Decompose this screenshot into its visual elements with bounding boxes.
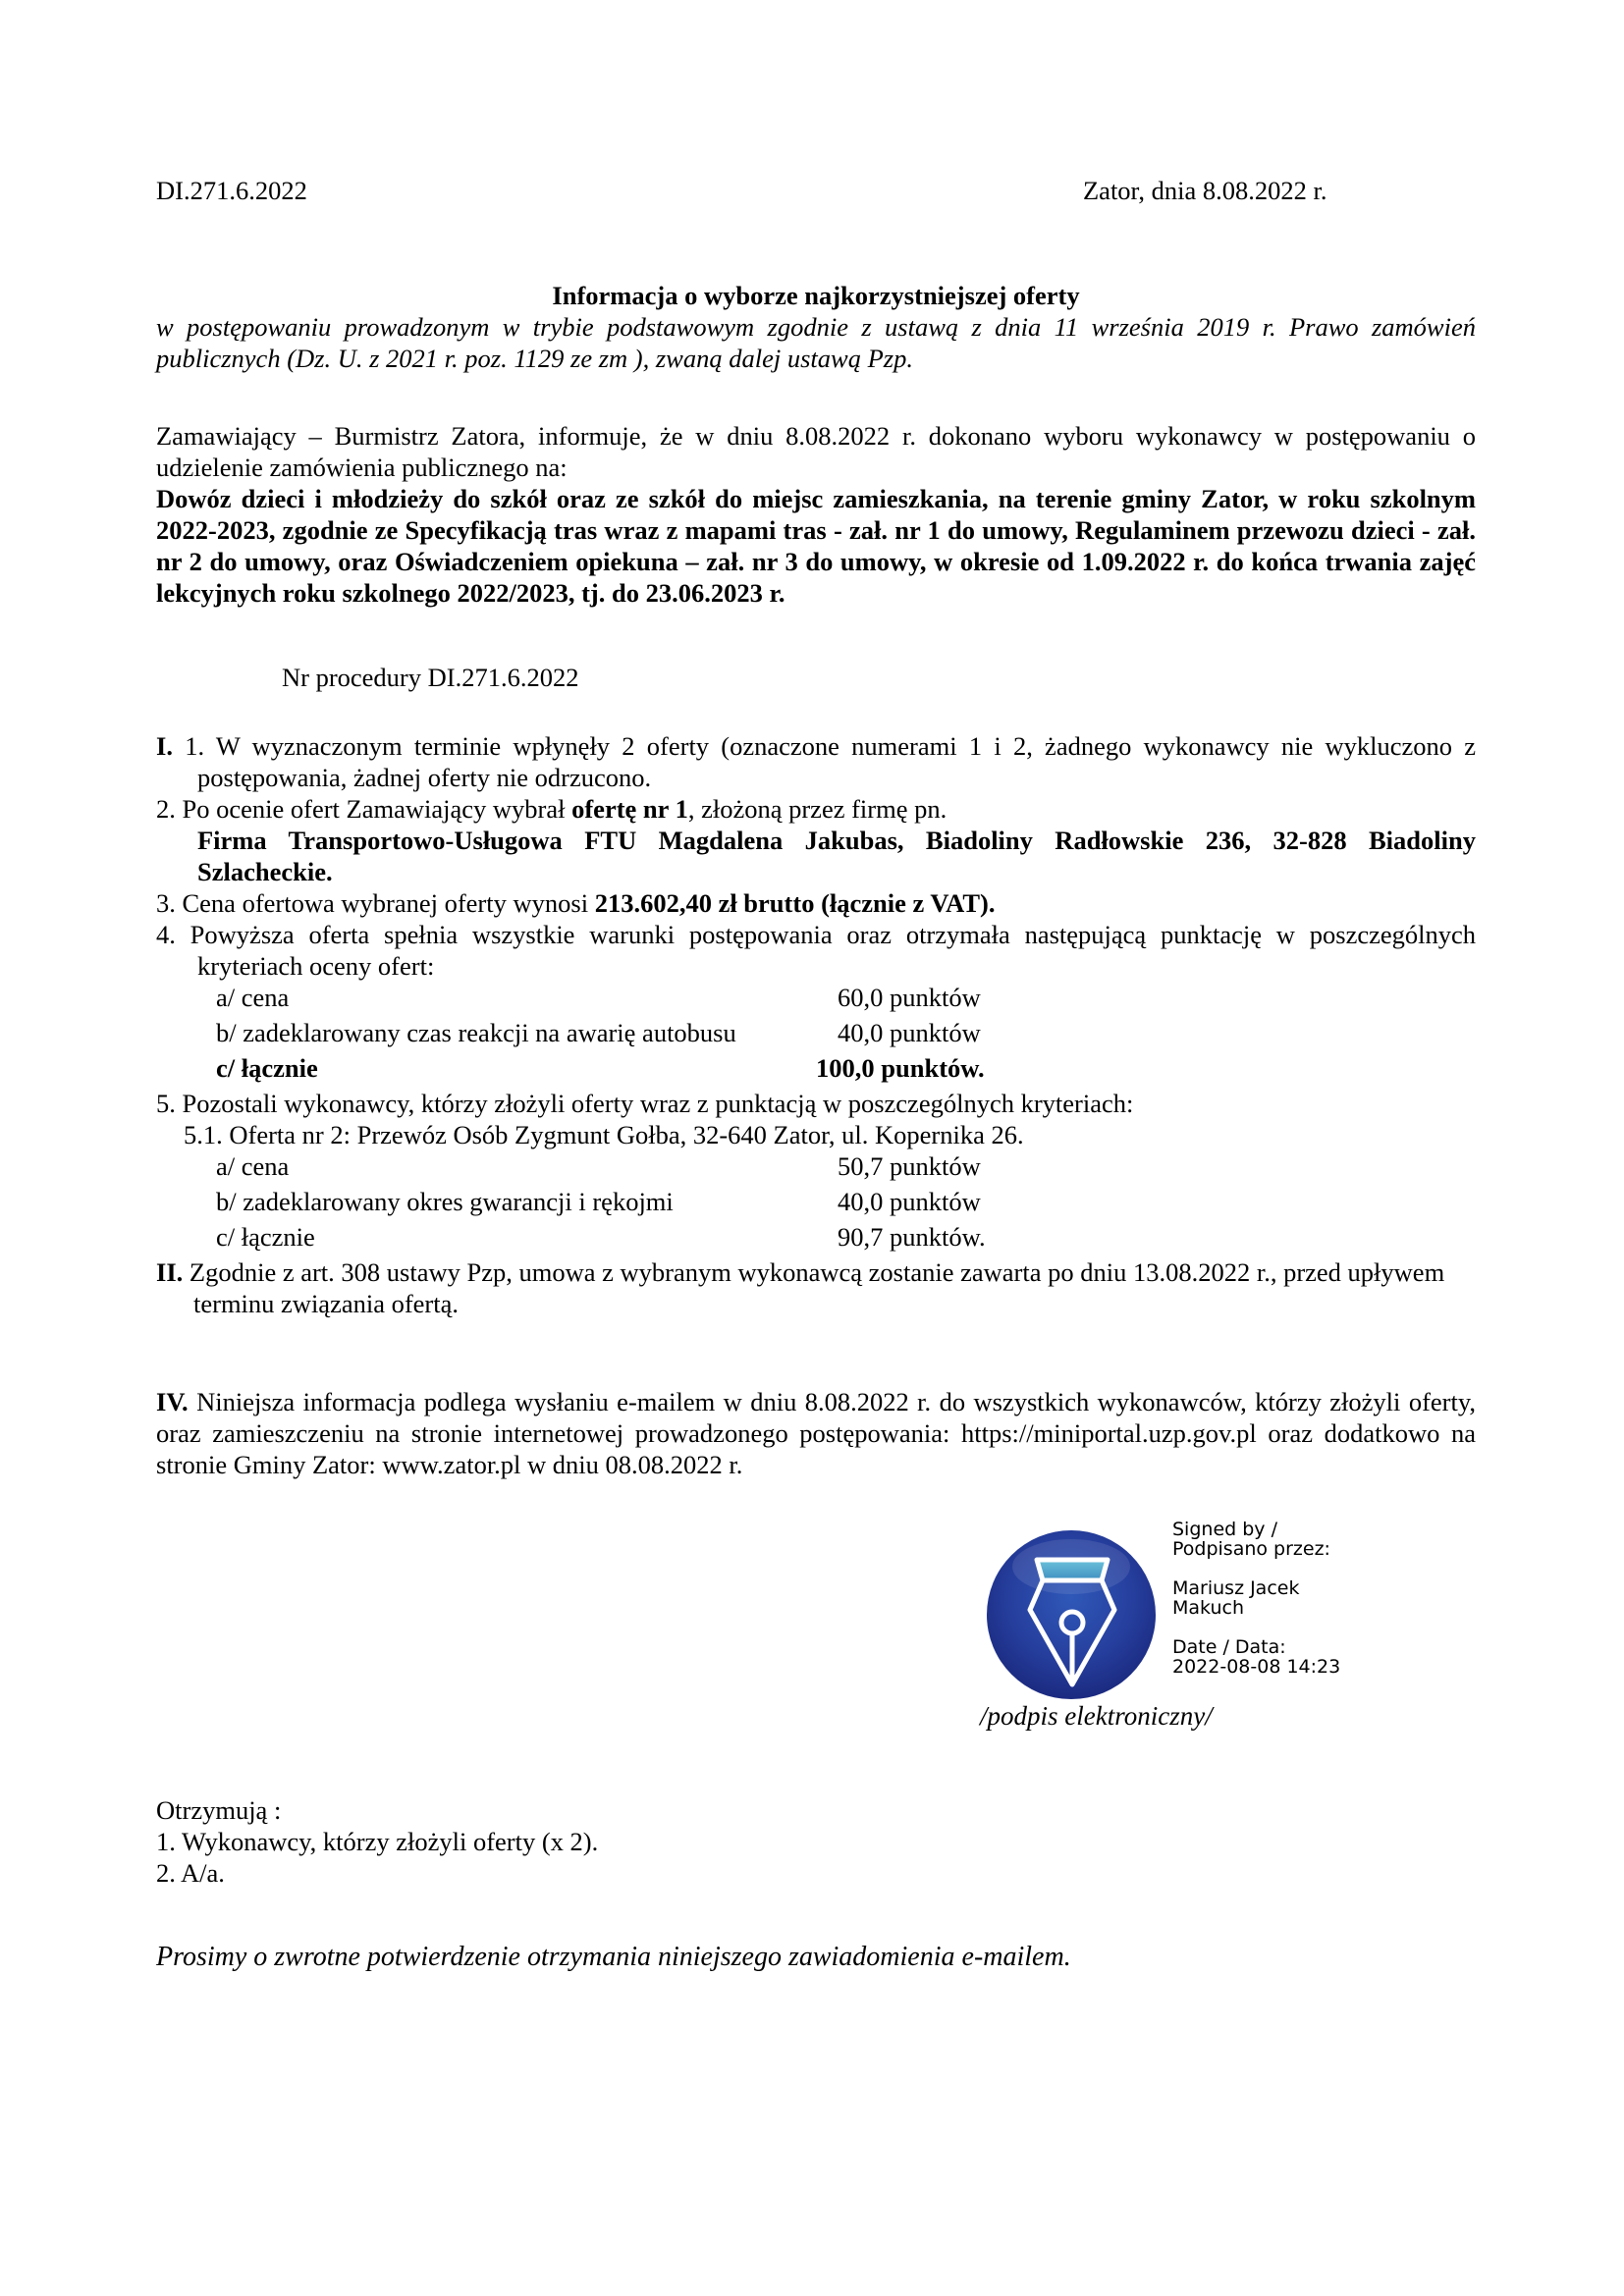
score-label: b/ zadeklarowany czas reakcji na awarię autobusu [216,1018,736,1047]
date-label: Date / Data: [1172,1636,1286,1658]
intro-paragraph: Zamawiający – Burmistrz Zatora, informuje, że w dniu 8.08.2022 r. dokonano wyboru wykonawcy w postępowaniu o udzielenie zamówienia publicznego na: [156,421,1476,482]
signed-by-label: Signed by / [1172,1519,1277,1540]
signature-details [1172,1520,1340,1677]
section-ii-marker: II. [156,1257,184,1287]
item-2-suffix: , złożoną przez firmę pn. [687,794,947,824]
winner-scores [156,982,1476,1088]
score-row [156,1186,1476,1221]
section-i [156,730,1476,1319]
score-value: 50,7 punktów [838,1151,981,1181]
procedure-number: Nr procedury DI.271.6.2022 [282,663,579,692]
other-offer-scores [156,1150,1476,1256]
score-value: 40,0 punktów [838,1187,981,1216]
electronic-signature [980,1520,1412,1745]
score-label: a/ cena [216,983,290,1012]
offer-price: 213.602,40 zł brutto (łącznie z VAT). [594,888,996,918]
score-value: 60,0 punktów [838,983,981,1012]
section-i-item-3 [156,887,1476,919]
winning-contractor: Firma Transportowo-Usługowa FTU Magdalena Jakubas, Biadoliny Radłowskie 236, 32-828 Biadoliny Szlacheckie. [197,826,1476,886]
fountain-pen-nib-icon [980,1527,1163,1702]
signature-date: 2022-08-08 14:23 [1172,1656,1341,1678]
score-label: c/ łącznie [216,1053,318,1083]
score-value: 90,7 punktów. [838,1222,986,1252]
selected-offer-label: ofertę nr 1 [571,794,688,824]
closing-note: Prosimy o zwrotne potwierdzenie otrzymania niniejszego zawiadomienia e-mailem. [156,1942,1071,1972]
item-1-text: 1. W wyznaczonym terminie wpłynęły 2 oferty (oznaczone numerami 1 i 2, żadnego wykonawcy nie wykluczono z postępowania, żadnej oferty nie odrzucono. [185,731,1477,792]
score-row [156,982,1476,1017]
section-ii [156,1256,1476,1319]
section-iv-marker: IV. [156,1387,189,1416]
item-3-prefix: 3. Cena ofertowa wybranej oferty wynosi [156,888,595,918]
reference-number: DI.271.6.2022 [156,176,307,205]
signer-surname: Makuch [1172,1597,1244,1619]
score-row [156,1221,1476,1256]
section-i-item-4: 4. Powyższa oferta spełnia wszystkie warunki postępowania oraz otrzymała następującą punktację w poszczególnych kryteriach oceny ofert: [156,920,1476,981]
score-value: 100,0 punktów. [816,1053,985,1083]
section-iv [156,1386,1476,1480]
signature-caption: /podpis elektroniczny/ [980,1701,1213,1731]
section-i-item-5-1: 5.1. Oferta nr 2: Przewóz Osób Zygmunt Gołba, 32-640 Zator, ul. Kopernika 26. [184,1120,1024,1149]
section-i-item-5: 5. Pozostali wykonawcy, którzy złożyli oferty wraz z punktacją w poszczególnych kryteriach: [156,1089,1134,1118]
recipient-item: 2. A/a. [156,1858,225,1888]
item-2-prefix: 2. Po ocenie ofert Zamawiający wybrał [156,794,572,824]
recipients-heading: Otrzymują : [156,1795,282,1825]
document-title: Informacja o wyborze najkorzystniejszej oferty [552,281,1080,310]
section-i-item-1 [156,730,1476,793]
section-i-marker: I. [156,731,173,761]
score-label: c/ łącznie [216,1222,315,1252]
recipient-item: 1. Wykonawcy, którzy złożyli oferty (x 2). [156,1827,599,1856]
score-label: a/ cena [216,1151,290,1181]
score-row [156,1150,1476,1186]
section-iv-text: Niniejsza informacja podlega wysłaniu e-mailem w dniu 8.08.2022 r. do wszystkich wykonawców, którzy złożyli oferty, oraz zamieszczeniu na stronie internetowej prowadzonego postępowania: https://miniportal.uzp.gov.pl oraz dodatkowo na stronie Gminy Zator: www.zator.pl w dniu 08.08.2022 r. [156,1387,1476,1479]
score-value: 40,0 punktów [838,1018,981,1047]
section-i-item-2 [156,793,1476,825]
signed-by-label-pl: Podpisano przez: [1172,1538,1330,1560]
score-row-total [156,1052,1476,1088]
document-subtitle: w postępowaniu prowadzonym w trybie podstawowym zgodnie z ustawą z dnia 11 września 2019 r. Prawo zamówień publicznych (Dz. U. z 2021 r. poz. 1129 ze zm ), zwaną dalej ustawą Pzp. [156,312,1476,373]
section-ii-text: Zgodnie z art. 308 ustawy Pzp, umowa z wybranym wykonawcą zostanie zawarta po dniu 13.08.2022 r., przed upływem terminu związania ofertą. [183,1257,1445,1318]
procurement-subject: Dowóz dzieci i młodzieży do szkół oraz ze szkół do miejsc zamieszkania, na terenie gminy Zator, w roku szkolnym 2022-2023, zgodnie ze Specyfikacją tras wraz z mapami tras - zał. nr 1 do umowy, Regulaminem przewozu dzieci - zał. nr 2 do umowy, oraz Oświadczeniem opiekuna – zał. nr 3 do umowy, w okresie od 1.09.2022 r. do końca trwania zajęć lekcyjnych roku szkolnego 2022/2023, tj. do 23.06.2023 r. [156,484,1476,608]
recipients [156,1794,598,1889]
signer-name: Mariusz Jacek [1172,1577,1300,1599]
place-and-date: Zator, dnia 8.08.2022 r. [1083,176,1327,205]
score-label: b/ zadeklarowany okres gwarancji i rękojmi [216,1187,674,1216]
score-row [156,1017,1476,1052]
